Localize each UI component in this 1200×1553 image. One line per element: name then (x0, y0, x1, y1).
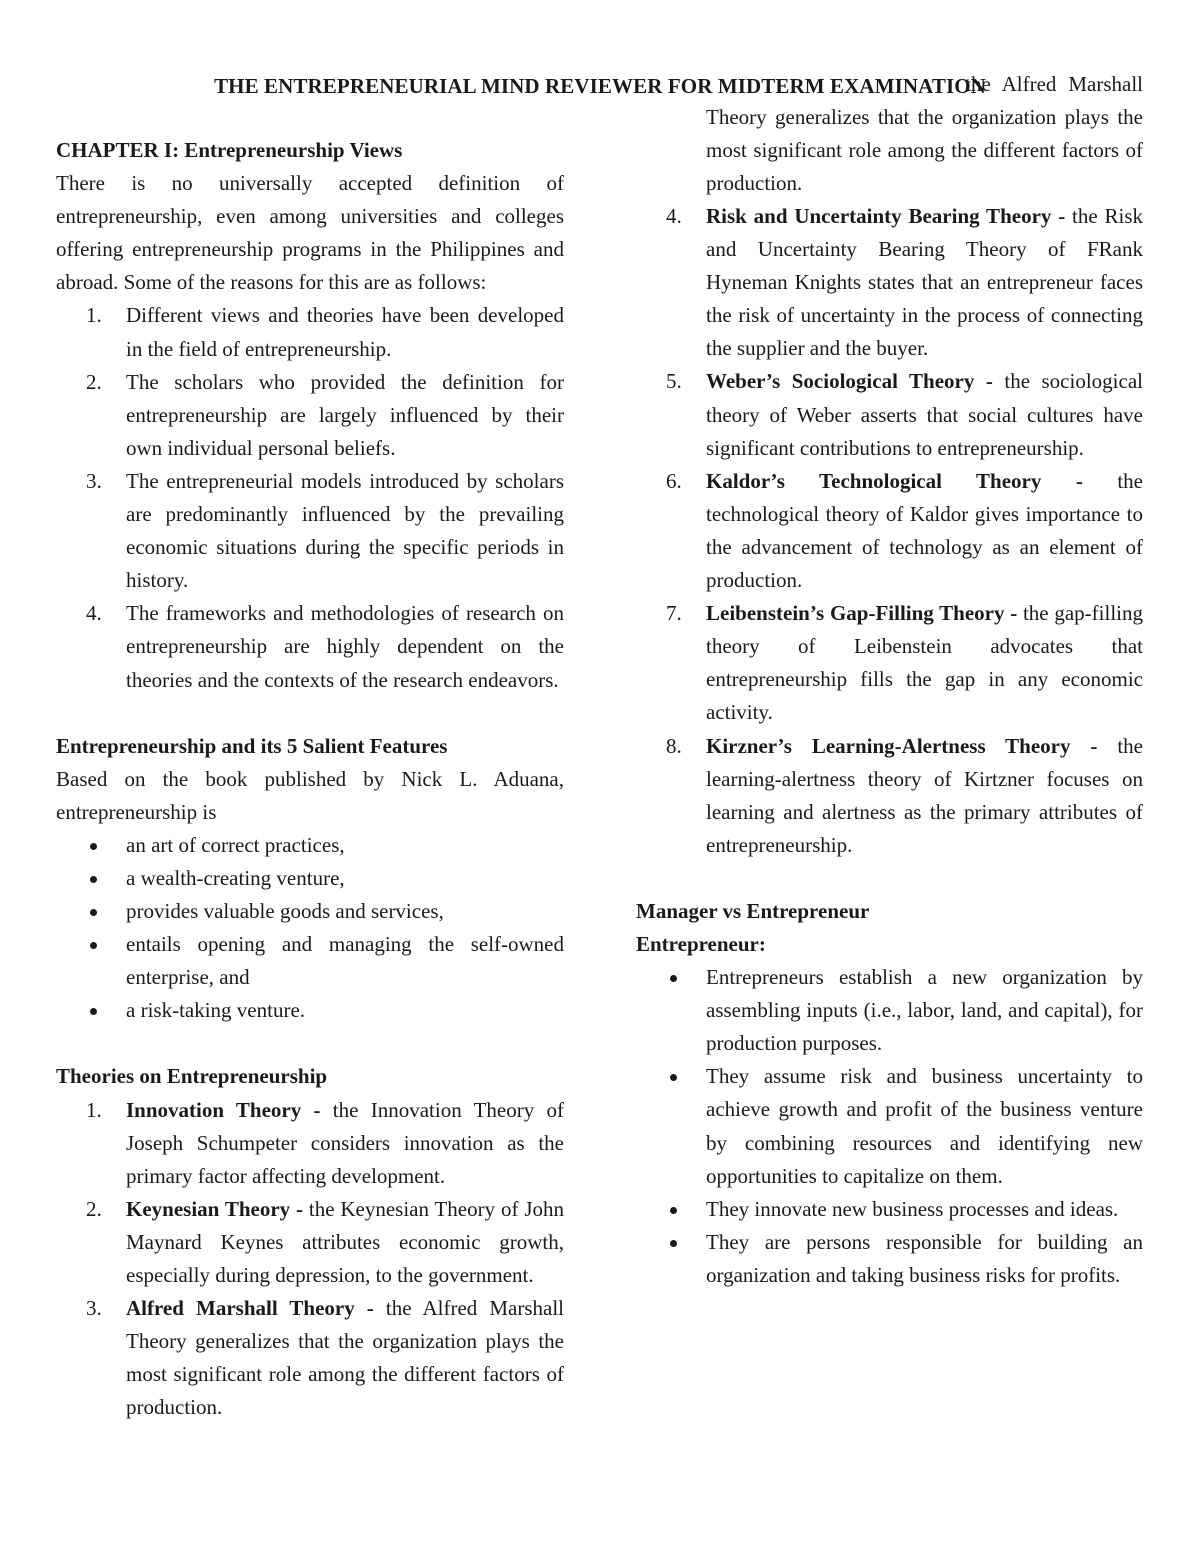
theory-item: 6. Kaldor’s Technological Theory - the technological theory of Kaldor gives importance to the advancement of technology as an element of production. (666, 468, 1143, 593)
theory-item: 3. Alfred Marshall Theory - the Alfred Marshall Theory generalizes that the organization plays the most significant role among the different factors of production. (86, 1296, 564, 1420)
bullet-icon (670, 1074, 677, 1081)
theory-item: 2. Keynesian Theory - the Keynesian Theory of John Maynard Keynes attributes economic growth, especially during depression, to the government. (86, 1196, 564, 1287)
entrepreneur-list (636, 961, 1143, 1292)
entrepreneur-item: They are persons responsible for building an organization and taking business risks for profits. (636, 1226, 1143, 1292)
entrepreneur-subheading: Entrepreneur: (636, 931, 766, 956)
feature-item: an art of correct practices, (56, 829, 564, 862)
bullet-icon (670, 1240, 677, 1247)
reason-item: 1. Different views and theories have been developed in the field of entrepreneurship. (86, 303, 564, 361)
theory-item: 8. Kirzner’s Learning-Alertness Theory - the learning-alertness theory of Kirtzner focuses on learning and alertness as the primary attributes of entrepreneurship. (666, 733, 1143, 857)
entrepreneur-item: Entrepreneurs establish a new organization by assembling inputs (i.e., labor, land, and capital), for production purposes. (636, 961, 1143, 1060)
reason-item: 2. The scholars who provided the definition for entrepreneurship are largely influenced by their own individual personal beliefs. (86, 369, 564, 460)
bullet-icon (90, 909, 97, 916)
bullet-icon (670, 1207, 677, 1214)
feature-item: entails opening and managing the self-owned enterprise, and (56, 928, 564, 994)
theories-list-part1 (56, 1094, 564, 1420)
chapter-intro: There is no universally accepted definition of entrepreneurship, even among universities and colleges offering entrepreneurship programs in the Philippines and abroad. Some of the reasons for this are as follows: (56, 171, 564, 295)
bullet-icon (90, 1008, 97, 1015)
bullet-icon (90, 876, 97, 883)
right-column (636, 72, 1144, 1292)
chapter-heading (56, 134, 564, 167)
features-heading: Entrepreneurship and its 5 Salient Features (56, 733, 448, 758)
left-column (56, 134, 564, 1420)
theory-item: 4. Risk and Uncertainty Bearing Theory - the Risk and Uncertainty Bearing Theory of FRank Hyneman Knights states that an entrepreneur faces the risk of uncertainty in the process of connecting the supplier and the buyer. (666, 204, 1144, 361)
features-intro: Based on the book published by Nick L. Aduana, entrepreneurship is (56, 766, 564, 824)
feature-item: provides valuable goods and services, (56, 895, 564, 928)
chapter-label: CHAPTER I: (56, 138, 180, 162)
theories-heading: Theories on Entrepreneurship (56, 1064, 328, 1089)
reason-item: 3. The entrepreneurial models introduced by scholars are predominantly influenced by the prevailing economic situations during the specific periods in history. (86, 468, 564, 593)
theory-item: 5. Weber’s Sociological Theory - the sociological theory of Weber asserts that social cultures have significant contributions to entrepreneurship. (666, 369, 1143, 460)
document-title: THE ENTREPRENEURIAL MIND REVIEWER FOR MIDTERM EXAMINATION (214, 74, 986, 98)
feature-item: a wealth-creating venture, (56, 862, 564, 895)
entrepreneur-item: They assume risk and business uncertainty to achieve growth and profit of the business venture by combining resources and identifying new opportunities to capitalize on them. (636, 1060, 1143, 1192)
theory-item: 7. Leibenstein’s Gap-Filling Theory - the gap-filling theory of Leibenstein advocates that entrepreneurship fills the gap in any economic activity. (666, 601, 1143, 725)
chapter-name: Entrepreneurship Views (184, 138, 403, 162)
feature-item: a risk-taking venture. (56, 994, 564, 1027)
bullet-icon (90, 843, 97, 850)
manager-vs-heading: Manager vs Entrepreneur (636, 898, 870, 923)
entrepreneur-item: They innovate new business processes and ideas. (636, 1193, 1143, 1226)
theory-item: 1. Innovation Theory - the Innovation Theory of Joseph Schumpeter considers innovation as the primary factor affecting development. (86, 1097, 564, 1188)
theories-list-part2 (636, 72, 1144, 862)
reason-item: 4. The frameworks and methodologies of research on entrepreneurship are highly dependent on the theories and the contexts of the research endeavors. (86, 601, 564, 692)
theory-item-continued: the Alfred Marshall Theory generalizes that the organization plays the most significant role among the different factors of production. (706, 72, 1143, 196)
bullet-icon (90, 942, 97, 949)
reasons-list (56, 299, 564, 696)
bullet-icon (670, 975, 677, 982)
features-list (56, 829, 564, 1028)
